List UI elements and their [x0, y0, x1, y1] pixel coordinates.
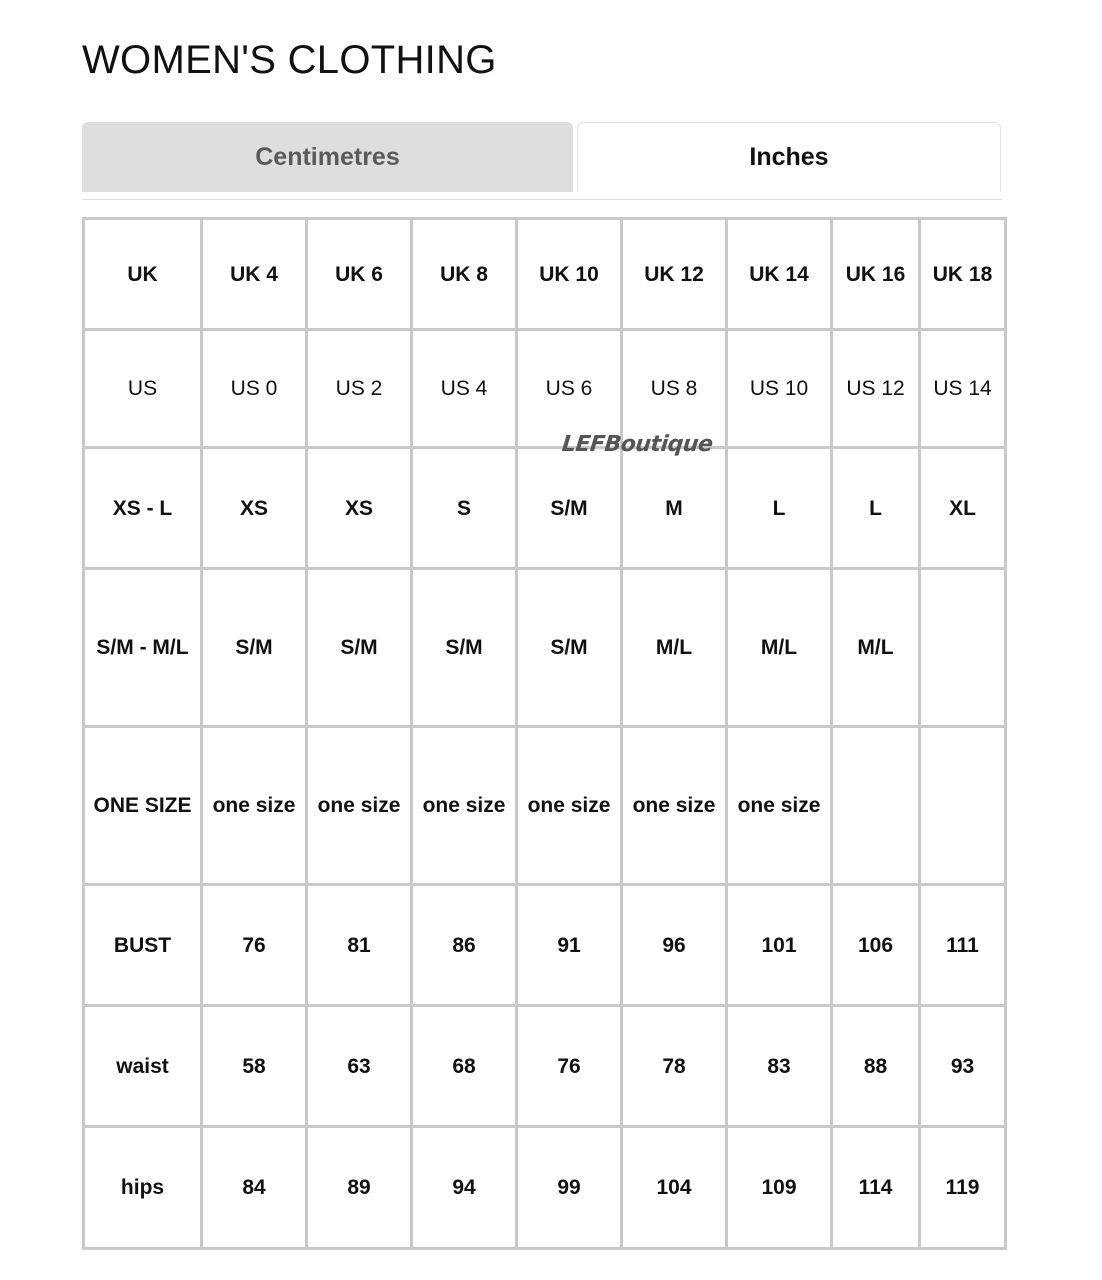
table-cell: 104	[622, 1127, 727, 1249]
table-cell: US 10	[727, 330, 832, 448]
table-cell: M/L	[832, 569, 920, 727]
table-row-xs-l	[84, 448, 1006, 569]
tab-divider	[82, 199, 1002, 200]
table-cell: waist	[84, 1006, 202, 1127]
table-cell: UK 14	[727, 219, 832, 330]
table-cell: hips	[84, 1127, 202, 1249]
table-cell: one size	[727, 727, 832, 885]
table-cell: 68	[412, 1006, 517, 1127]
table-cell: US 8	[622, 330, 727, 448]
table-cell: 78	[622, 1006, 727, 1127]
table-cell: UK 8	[412, 219, 517, 330]
table-cell: 58	[202, 1006, 307, 1127]
table-cell: L	[832, 448, 920, 569]
table-cell: US 6	[517, 330, 622, 448]
table-cell: UK	[84, 219, 202, 330]
table-row-waist	[84, 1006, 1006, 1127]
table-cell: 84	[202, 1127, 307, 1249]
table-cell: 94	[412, 1127, 517, 1249]
table-cell: XS	[307, 448, 412, 569]
table-cell: S/M	[517, 569, 622, 727]
table-cell: 106	[832, 885, 920, 1006]
table-cell: BUST	[84, 885, 202, 1006]
table-cell: one size	[307, 727, 412, 885]
tab-centimetres[interactable]: Centimetres	[82, 122, 573, 192]
table-cell: one size	[517, 727, 622, 885]
table-cell: 91	[517, 885, 622, 1006]
table-cell: US 14	[920, 330, 1006, 448]
table-cell: 88	[832, 1006, 920, 1127]
table-cell: one size	[622, 727, 727, 885]
table-row-bust	[84, 885, 1006, 1006]
table-cell: S/M - M/L	[84, 569, 202, 727]
table-cell: UK 18	[920, 219, 1006, 330]
table-cell: S/M	[412, 569, 517, 727]
table-cell: US 0	[202, 330, 307, 448]
table-cell: S	[412, 448, 517, 569]
table-cell: M	[622, 448, 727, 569]
table-cell: 114	[832, 1127, 920, 1249]
table-cell: UK 16	[832, 219, 920, 330]
table-cell: US	[84, 330, 202, 448]
table-cell: M/L	[727, 569, 832, 727]
table-cell: ONE SIZE	[84, 727, 202, 885]
table-cell: 83	[727, 1006, 832, 1127]
table-cell: XS	[202, 448, 307, 569]
table-row-uk	[84, 219, 1006, 330]
table-row-hips	[84, 1127, 1006, 1249]
table-cell: UK 12	[622, 219, 727, 330]
table-cell: L	[727, 448, 832, 569]
table-cell: 86	[412, 885, 517, 1006]
table-cell	[920, 727, 1006, 885]
table-cell: one size	[412, 727, 517, 885]
table-cell: XS - L	[84, 448, 202, 569]
table-cell: 109	[727, 1127, 832, 1249]
table-cell: S/M	[202, 569, 307, 727]
table-cell: UK 4	[202, 219, 307, 330]
table-cell: S/M	[307, 569, 412, 727]
table-cell: 99	[517, 1127, 622, 1249]
table-cell: UK 10	[517, 219, 622, 330]
table-row-sm-ml	[84, 569, 1006, 727]
table-cell: US 2	[307, 330, 412, 448]
table-cell: 63	[307, 1006, 412, 1127]
table-cell: 93	[920, 1006, 1006, 1127]
size-chart-table	[82, 217, 1007, 1250]
page-title: WOMEN'S CLOTHING	[82, 38, 497, 82]
table-cell: 81	[307, 885, 412, 1006]
watermark-logo: LEFBoutique	[560, 432, 714, 457]
table-cell: 101	[727, 885, 832, 1006]
table-cell: US 4	[412, 330, 517, 448]
table-cell: 89	[307, 1127, 412, 1249]
table-cell: UK 6	[307, 219, 412, 330]
table-cell: US 12	[832, 330, 920, 448]
tab-inches[interactable]: Inches	[577, 122, 1001, 192]
table-cell: 76	[202, 885, 307, 1006]
table-cell: one size	[202, 727, 307, 885]
table-row-one-size	[84, 727, 1006, 885]
table-cell: XL	[920, 448, 1006, 569]
table-row-us	[84, 330, 1006, 448]
table-cell	[920, 569, 1006, 727]
table-cell: S/M	[517, 448, 622, 569]
table-cell	[832, 727, 920, 885]
table-cell: 119	[920, 1127, 1006, 1249]
table-cell: 96	[622, 885, 727, 1006]
table-cell: 76	[517, 1006, 622, 1127]
table-cell: 111	[920, 885, 1006, 1006]
table-cell: M/L	[622, 569, 727, 727]
